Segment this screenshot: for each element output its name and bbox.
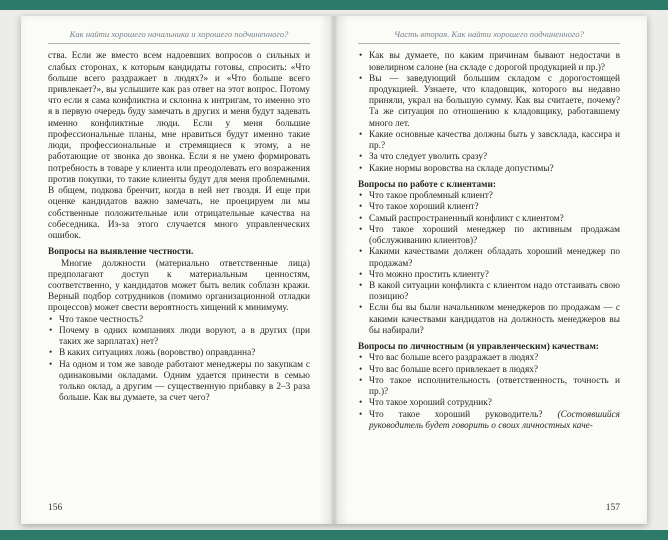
left-running-header: Как найти хорошего начальника и хорошего подчиненного?	[48, 29, 310, 44]
top-bar	[0, 0, 668, 10]
italic-note: (Состоявшийся руководитель будет говорить о своих личностных каче-	[369, 409, 620, 431]
book-spread	[21, 16, 647, 524]
left-page-content	[48, 51, 310, 404]
right-page-content	[358, 51, 620, 432]
list-item: • В какой ситуации конфликта с клиентом надо отстаивать свою позицию?	[358, 281, 620, 303]
list-item: • Если бы вы были начальником менеджеров по продажам — с какими качествами кандидатов на должность менеджеров вы бы набирали?	[358, 303, 620, 337]
list-item: • Вы — заведующий большим складом с дорогостоящей продукцией. Узнаете, что кладовщик, которого вы недавно приняли, украл на большую сумму. Как вы считаете, почему? Та же ситуация по отношению к кладовщику, работавшему много лет.	[358, 74, 620, 130]
list-item: • Что такое проблемный клиент?	[358, 191, 620, 202]
list-item: • Самый распространенный конфликт с клиентом?	[358, 214, 620, 225]
list-item: • Какими качествами должен обладать хороший менеджер по продажам?	[358, 247, 620, 269]
list-item: • Что такое хороший менеджер по активным продажам (обслуживанию клиентов)?	[358, 225, 620, 247]
list-item: • Что вас больше всего раздражает в людях?	[358, 353, 620, 364]
paragraph: Многие должности (материально ответственные лица) предполагают доступ к материальным ценностям, соответственно, у кандидатов может быть велик соблазн кражи. Верный подбор сотрудников (помимо организационной отладки процессов) может свести вероятность хищений к минимуму.	[48, 258, 310, 314]
list-item: • Что вас больше всего привлекает в людях?	[358, 365, 620, 376]
section-heading: Вопросы на выявление честности.	[48, 247, 194, 258]
right-running-header: Часть вторая. Как найти хорошего подчиненного?	[358, 29, 620, 44]
list-item: • Какие нормы воровства на складе допустимы?	[358, 164, 620, 175]
list-item: • Что такое хороший сотрудник?	[358, 398, 620, 409]
paragraph: ства. Если же вместо всем надоевших вопросов о сильных и слабых сторонах, к которым кандидаты готовы, спросить: «Что больше всего раздражает в людях?» и «Что больше всего привлекает?», вы услышите как раз ответ на этот вопрос. Потому что если я сама конфликтна и склонна к интригам, то именно это я в первую очередь буду замечать в других и меня будут задевать именно конфликтные люди. Если у меня большие профессиональные планы, мне нравиться будут именно такие люди, профессиональные и стремящиеся к этому, а не работающие от звонка до звонка. Если я не умею формировать потребность в товаре у клиента или преодолевать его возражения против покупки, то такие клиенты будут для меня проблемными. В общем, подкова бренчит, когда в ней нет гвоздя. И еще при оценке кандидатов важно замечать, не проецируем ли мы собственные положительные или отрицательные качества на собеседника. Из-за этого случается много управленческих ошибок.	[48, 51, 310, 242]
list-item: • Как вы думаете, по каким причинам бывают недостачи в ювелирном салоне (на складе с дорогой продукцией и пр.)?	[358, 51, 620, 73]
list-item: • На одном и том же заводе работают менеджеры по закупкам с одинаковыми окладами. Одним удается принести в семью только оклад, а другим — существенную прибавку в 2–3 раза больше. Как вы думаете, за счет чего?	[48, 360, 310, 405]
right-page-number: 157	[605, 503, 620, 513]
bottom-bar	[0, 530, 668, 540]
list-item: • В каких ситуациях ложь (воровство) оправданна?	[48, 348, 310, 359]
list-item: • Почему в одних компаниях люди воруют, а в других (при таких же зарплатах) нет?	[48, 326, 310, 348]
left-page-number: 156	[48, 503, 63, 513]
section-heading: Вопросы по личностным (и управленческим) качествам:	[358, 342, 599, 353]
list-item: • Что можно простить клиенту?	[358, 270, 620, 281]
list-item: • Что такое хороший клиент?	[358, 202, 620, 213]
list-item: • За что следует уволить сразу?	[358, 152, 620, 163]
page-left	[21, 16, 334, 524]
list-item: • Что такое хороший руководитель? (Состоявшийся руководитель будет говорить о своих личностных каче-	[358, 410, 620, 432]
list-item: • Что такое честность?	[48, 315, 310, 326]
section-heading: Вопросы по работе с клиентами:	[358, 179, 496, 190]
list-item: • Какие основные качества должны быть у завсклада, кассира и пр.?	[358, 130, 620, 152]
list-item: • Что такое исполнительность (ответственность, точность и пр.)?	[358, 376, 620, 398]
page-right	[334, 16, 647, 524]
